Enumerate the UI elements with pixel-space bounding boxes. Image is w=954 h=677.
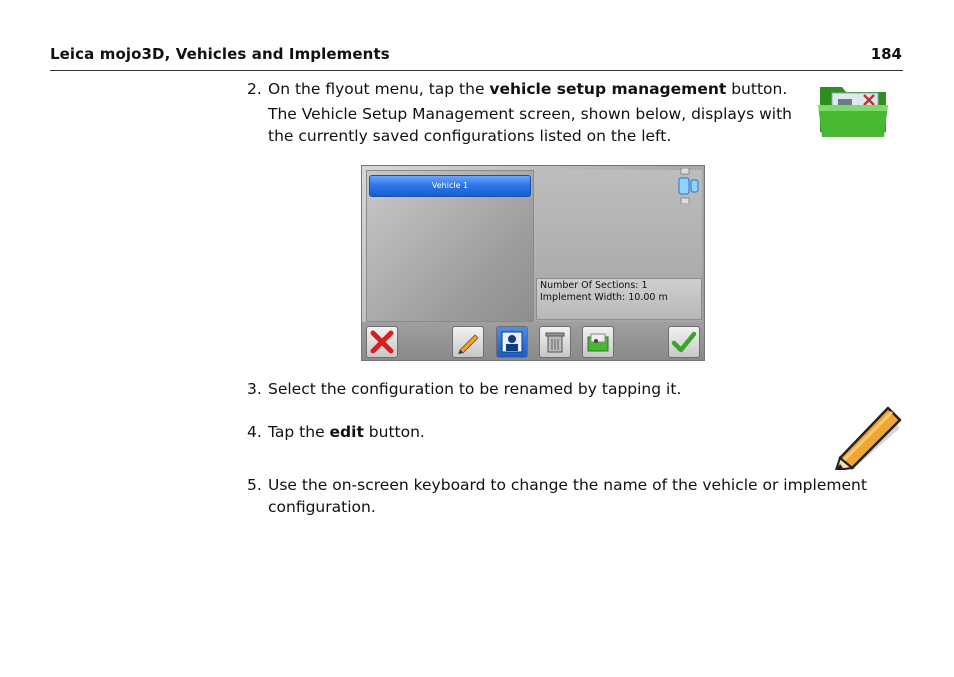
step-4-bold: edit bbox=[329, 423, 364, 441]
cancel-button[interactable] bbox=[366, 326, 398, 358]
vehicle-profile-icon bbox=[499, 329, 525, 355]
header-rule bbox=[50, 70, 903, 71]
step-2-text-before: On the flyout menu, tap the bbox=[268, 80, 490, 98]
import-icon bbox=[585, 329, 611, 355]
step-2 bbox=[247, 79, 787, 100]
step-2-number: 2. bbox=[247, 80, 262, 98]
step-5-number: 5. bbox=[247, 476, 262, 494]
cancel-icon bbox=[369, 329, 395, 355]
vehicle-profile-button[interactable] bbox=[496, 326, 528, 358]
implement-width: Implement Width: 10.00 m bbox=[540, 292, 668, 303]
step-2-detail-line-1: The Vehicle Setup Management screen, shown below, displays with bbox=[268, 105, 792, 123]
import-button[interactable] bbox=[582, 326, 614, 358]
step-2-text-after: button. bbox=[726, 80, 788, 98]
vehicle-setup-folder-icon bbox=[818, 83, 890, 139]
delete-button[interactable] bbox=[539, 326, 571, 358]
number-of-sections: Number Of Sections: 1 bbox=[540, 280, 648, 291]
step-4-text-before: Tap the bbox=[268, 423, 330, 441]
accept-button[interactable] bbox=[668, 326, 700, 358]
configuration-list bbox=[366, 170, 534, 322]
step-4-number: 4. bbox=[247, 423, 262, 441]
trash-icon bbox=[542, 329, 568, 355]
step-2-bold: vehicle setup management bbox=[489, 80, 727, 98]
edit-button[interactable] bbox=[452, 326, 484, 358]
step-4 bbox=[247, 422, 425, 443]
step-3-number: 3. bbox=[247, 380, 262, 398]
step-3-text: Select the configuration to be renamed by tapping it. bbox=[268, 380, 682, 398]
step-3 bbox=[247, 379, 681, 400]
list-item-vehicle-1[interactable]: Vehicle 1 bbox=[369, 175, 531, 197]
step-5-line-2: configuration. bbox=[268, 498, 376, 516]
configuration-info bbox=[536, 278, 702, 320]
step-5-line-1: Use the on-screen keyboard to change the name of the vehicle or implement bbox=[268, 476, 867, 494]
accept-check-icon bbox=[671, 329, 697, 355]
toolbar bbox=[362, 322, 704, 360]
vehicle-setup-management-screen bbox=[361, 165, 705, 361]
implement-sections-icon bbox=[677, 168, 703, 204]
edit-pencil-icon bbox=[455, 329, 481, 355]
edit-pencil-icon bbox=[834, 404, 904, 470]
page-number: 184 bbox=[870, 45, 902, 63]
step-4-text-after: button. bbox=[363, 423, 425, 441]
step-5 bbox=[247, 475, 867, 496]
step-2-detail-line-2: the currently saved configurations listed on the left. bbox=[268, 127, 672, 145]
page-header-title: Leica mojo3D, Vehicles and Implements bbox=[50, 45, 390, 63]
